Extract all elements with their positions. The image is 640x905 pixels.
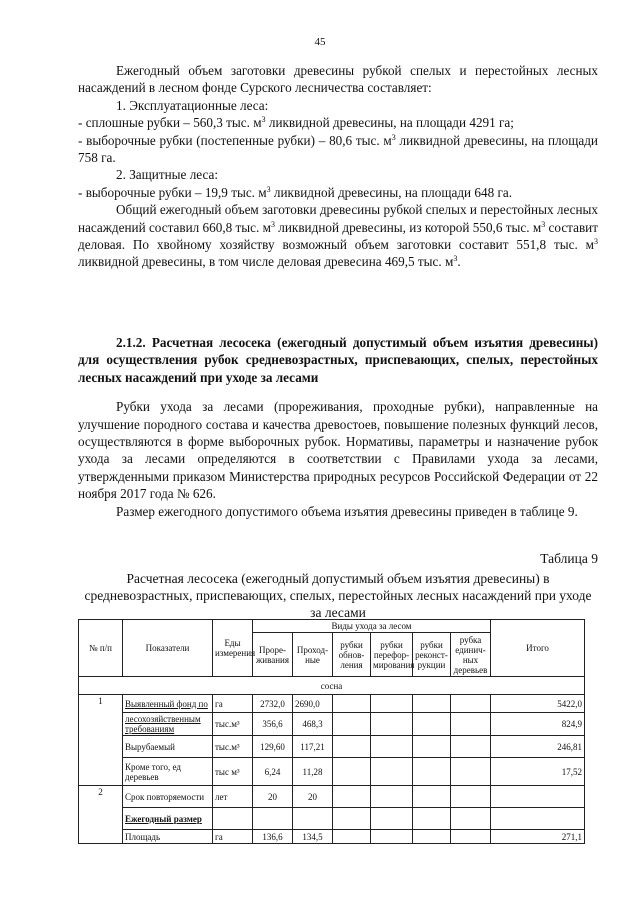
table-cell	[413, 695, 451, 713]
table-cell	[413, 758, 451, 786]
table-cell: 136,6	[253, 830, 293, 844]
list-item-protective: 2. Защитные леса:	[116, 167, 218, 183]
table-cell	[491, 808, 585, 830]
header-indicator: Показатели	[123, 620, 213, 677]
table-cell	[253, 808, 293, 830]
table-row	[79, 713, 585, 736]
table-cell	[371, 758, 413, 786]
header-recon: рубки реконст-рукции	[413, 633, 451, 677]
text-fragment: - сплошные рубки – 560,3 тыс. м	[78, 115, 262, 131]
text-fragment: - выборочные рубки (постепенные рубки) – 80,6 тыс. м	[78, 132, 392, 148]
table-cell: 1	[79, 695, 123, 786]
selective-cut-line	[78, 132, 598, 167]
text-fragment: - выборочные рубки – 19,9 тыс. м	[78, 184, 267, 200]
header-group: Виды ухода за лесом	[253, 620, 491, 633]
header-pass: Проход-ные	[293, 633, 333, 677]
table-cell: га	[213, 830, 253, 844]
table-cell: 11,28	[293, 758, 333, 786]
table-cell	[333, 830, 371, 844]
table-header-row	[79, 620, 585, 633]
table-cell	[451, 786, 491, 808]
section-heading: 2.1.2. Расчетная лесосека (ежегодный допустимый объем изъятия древесины) для осуществления рубок средневозрастных, приспевающих, спелых, перестойных лесных насаждений при уходе за лесами	[78, 335, 598, 385]
table-row	[79, 695, 585, 713]
table-cell	[371, 786, 413, 808]
table-cell: 17,52	[491, 758, 585, 786]
header-total: Итого	[491, 620, 585, 677]
table-cell	[371, 713, 413, 736]
superscript: 3	[594, 237, 598, 247]
table-cell: 468,3	[293, 713, 333, 736]
table-title: Расчетная лесосека (ежегодный допустимый объем изъятия древесины) в средневозрастных, приспевающих, спелых, перестойных лесных насаждений при уходе за лесами	[84, 571, 592, 620]
table-cell: 117,21	[293, 736, 333, 758]
text-fragment: составит деловая. По хвойному хозяйству возможный объем заготовки составит 551,8 тыс. м	[78, 219, 598, 253]
superscript: 3	[270, 219, 275, 229]
table-cell: Срок повторяемости	[123, 786, 213, 808]
table-cell: 129,60	[253, 736, 293, 758]
table-row	[79, 758, 585, 786]
table-label: Таблица 9	[540, 551, 598, 566]
header-thinning: Проре-живания	[253, 633, 293, 677]
table-cell	[371, 830, 413, 844]
table-cell	[413, 808, 451, 830]
table-cell: Ежегодный размер	[123, 808, 213, 830]
header-num: № п/п	[79, 620, 123, 677]
table-cell	[371, 736, 413, 758]
table-cell: 356,6	[253, 713, 293, 736]
table-cell: Площадь	[123, 830, 213, 844]
protective-cut-line	[78, 184, 598, 201]
table-cell	[371, 808, 413, 830]
superscript: 3	[266, 184, 271, 194]
table-cell: 2	[79, 786, 123, 844]
text-fragment: Общий ежегодный объем заготовки древесины рубкой спелых и перестойных лесных насаждений составил 660,8 тыс. м	[78, 202, 598, 235]
header-unit: Еды измерения	[213, 620, 253, 677]
superscript: 3	[453, 254, 458, 264]
data-table	[78, 619, 585, 844]
species-label: сосна	[79, 677, 585, 695]
table-cell: 246,81	[491, 736, 585, 758]
species-row	[79, 677, 585, 695]
table-cell	[333, 695, 371, 713]
table-cell: лесохозяйственным требованиям	[123, 713, 213, 736]
table-cell: Вырубаемый	[123, 736, 213, 758]
table-cell: Кроме того, ед деревьев	[123, 758, 213, 786]
table-cell: 20	[293, 786, 333, 808]
header-single: рубка единич-ных деревьев	[451, 633, 491, 677]
table-cell	[413, 736, 451, 758]
header-reform: рубки перефор-мирования	[371, 633, 413, 677]
table-cell: 824,9	[491, 713, 585, 736]
table-cell: 271,1	[491, 830, 585, 844]
table-cell	[333, 736, 371, 758]
table-cell: 5422,0	[491, 695, 585, 713]
table-cell	[413, 786, 451, 808]
total-volume-paragraph	[78, 201, 598, 271]
table-cell: лет	[213, 786, 253, 808]
section-paragraph-1: Рубки ухода за лесами (прореживания, проходные рубки), направленные на улучшение породного состава и качества древостоев, повышение полезных функций лесов, осуществляются в форме выборочных рубок. Нормативы, параметры и назначение рубок ухода за лесами определяются в соответствии с Правилами ухода за лесами, утвержденными приказом Министерства природных ресурсов Российской Федерации от 22 ноября 2017 года № 626.	[78, 399, 598, 502]
section-block	[78, 334, 598, 520]
table-cell: 134,5	[293, 830, 333, 844]
list-item-exploitation: 1. Эксплуатационные леса:	[116, 97, 269, 113]
table-cell: тыс.м³	[213, 736, 253, 758]
table-cell: тыс м³	[213, 758, 253, 786]
table-cell: 20	[253, 786, 293, 808]
table-cell	[451, 830, 491, 844]
table-cell: 2732,0	[253, 695, 293, 713]
table-row	[79, 736, 585, 758]
text-fragment: ликвидной древесины, на площади 4291 га;	[265, 115, 514, 131]
table-cell	[413, 830, 451, 844]
table-cell	[333, 713, 371, 736]
table-cell	[451, 808, 491, 830]
table-cell	[293, 808, 333, 830]
table-row	[79, 830, 585, 844]
clear-cut-line	[78, 114, 598, 131]
intro-block	[78, 62, 598, 271]
superscript: 3	[541, 219, 546, 229]
table-cell: Выявленный фонд по	[123, 695, 213, 713]
table-row	[79, 786, 585, 808]
table-cell: тыс.м³	[213, 713, 253, 736]
intro-paragraph: Ежегодный объем заготовки древесины рубкой спелых и перестойных лесных насаждений в лесном фонде Сурского лесничества составляет:	[78, 63, 598, 96]
section-paragraph-2: Размер ежегодного допустимого объема изъятия древесины приведен в таблице 9.	[116, 503, 578, 519]
text-fragment: ликвидной древесины, из которой 550,6 тыс. м	[274, 219, 542, 235]
table-cell	[413, 713, 451, 736]
superscript: 3	[391, 132, 396, 142]
table-cell	[451, 695, 491, 713]
table-cell	[333, 786, 371, 808]
text-fragment: ликвидной древесины, в том числе деловая древесина 469,5 тыс. м	[78, 254, 454, 270]
text-fragment: ликвидной древесины, на площади 648 га.	[270, 184, 513, 200]
table-cell	[491, 786, 585, 808]
table-cell	[451, 736, 491, 758]
header-renewal: рубки обнов-ления	[333, 633, 371, 677]
table-cell: 2690,0	[293, 695, 333, 713]
table-cell	[333, 808, 371, 830]
table-cell	[451, 713, 491, 736]
text-fragment: .	[457, 254, 461, 270]
text-fragment: ликвидной древесины, на площади 758 га.	[78, 132, 598, 166]
table-cell	[333, 758, 371, 786]
table-cell	[451, 758, 491, 786]
superscript: 3	[261, 115, 266, 125]
table-cell: 6,24	[253, 758, 293, 786]
page-number: 45	[314, 36, 326, 48]
table-row	[79, 808, 585, 830]
table-cell: га	[213, 695, 253, 713]
table-cell	[371, 695, 413, 713]
table-cell	[213, 808, 253, 830]
